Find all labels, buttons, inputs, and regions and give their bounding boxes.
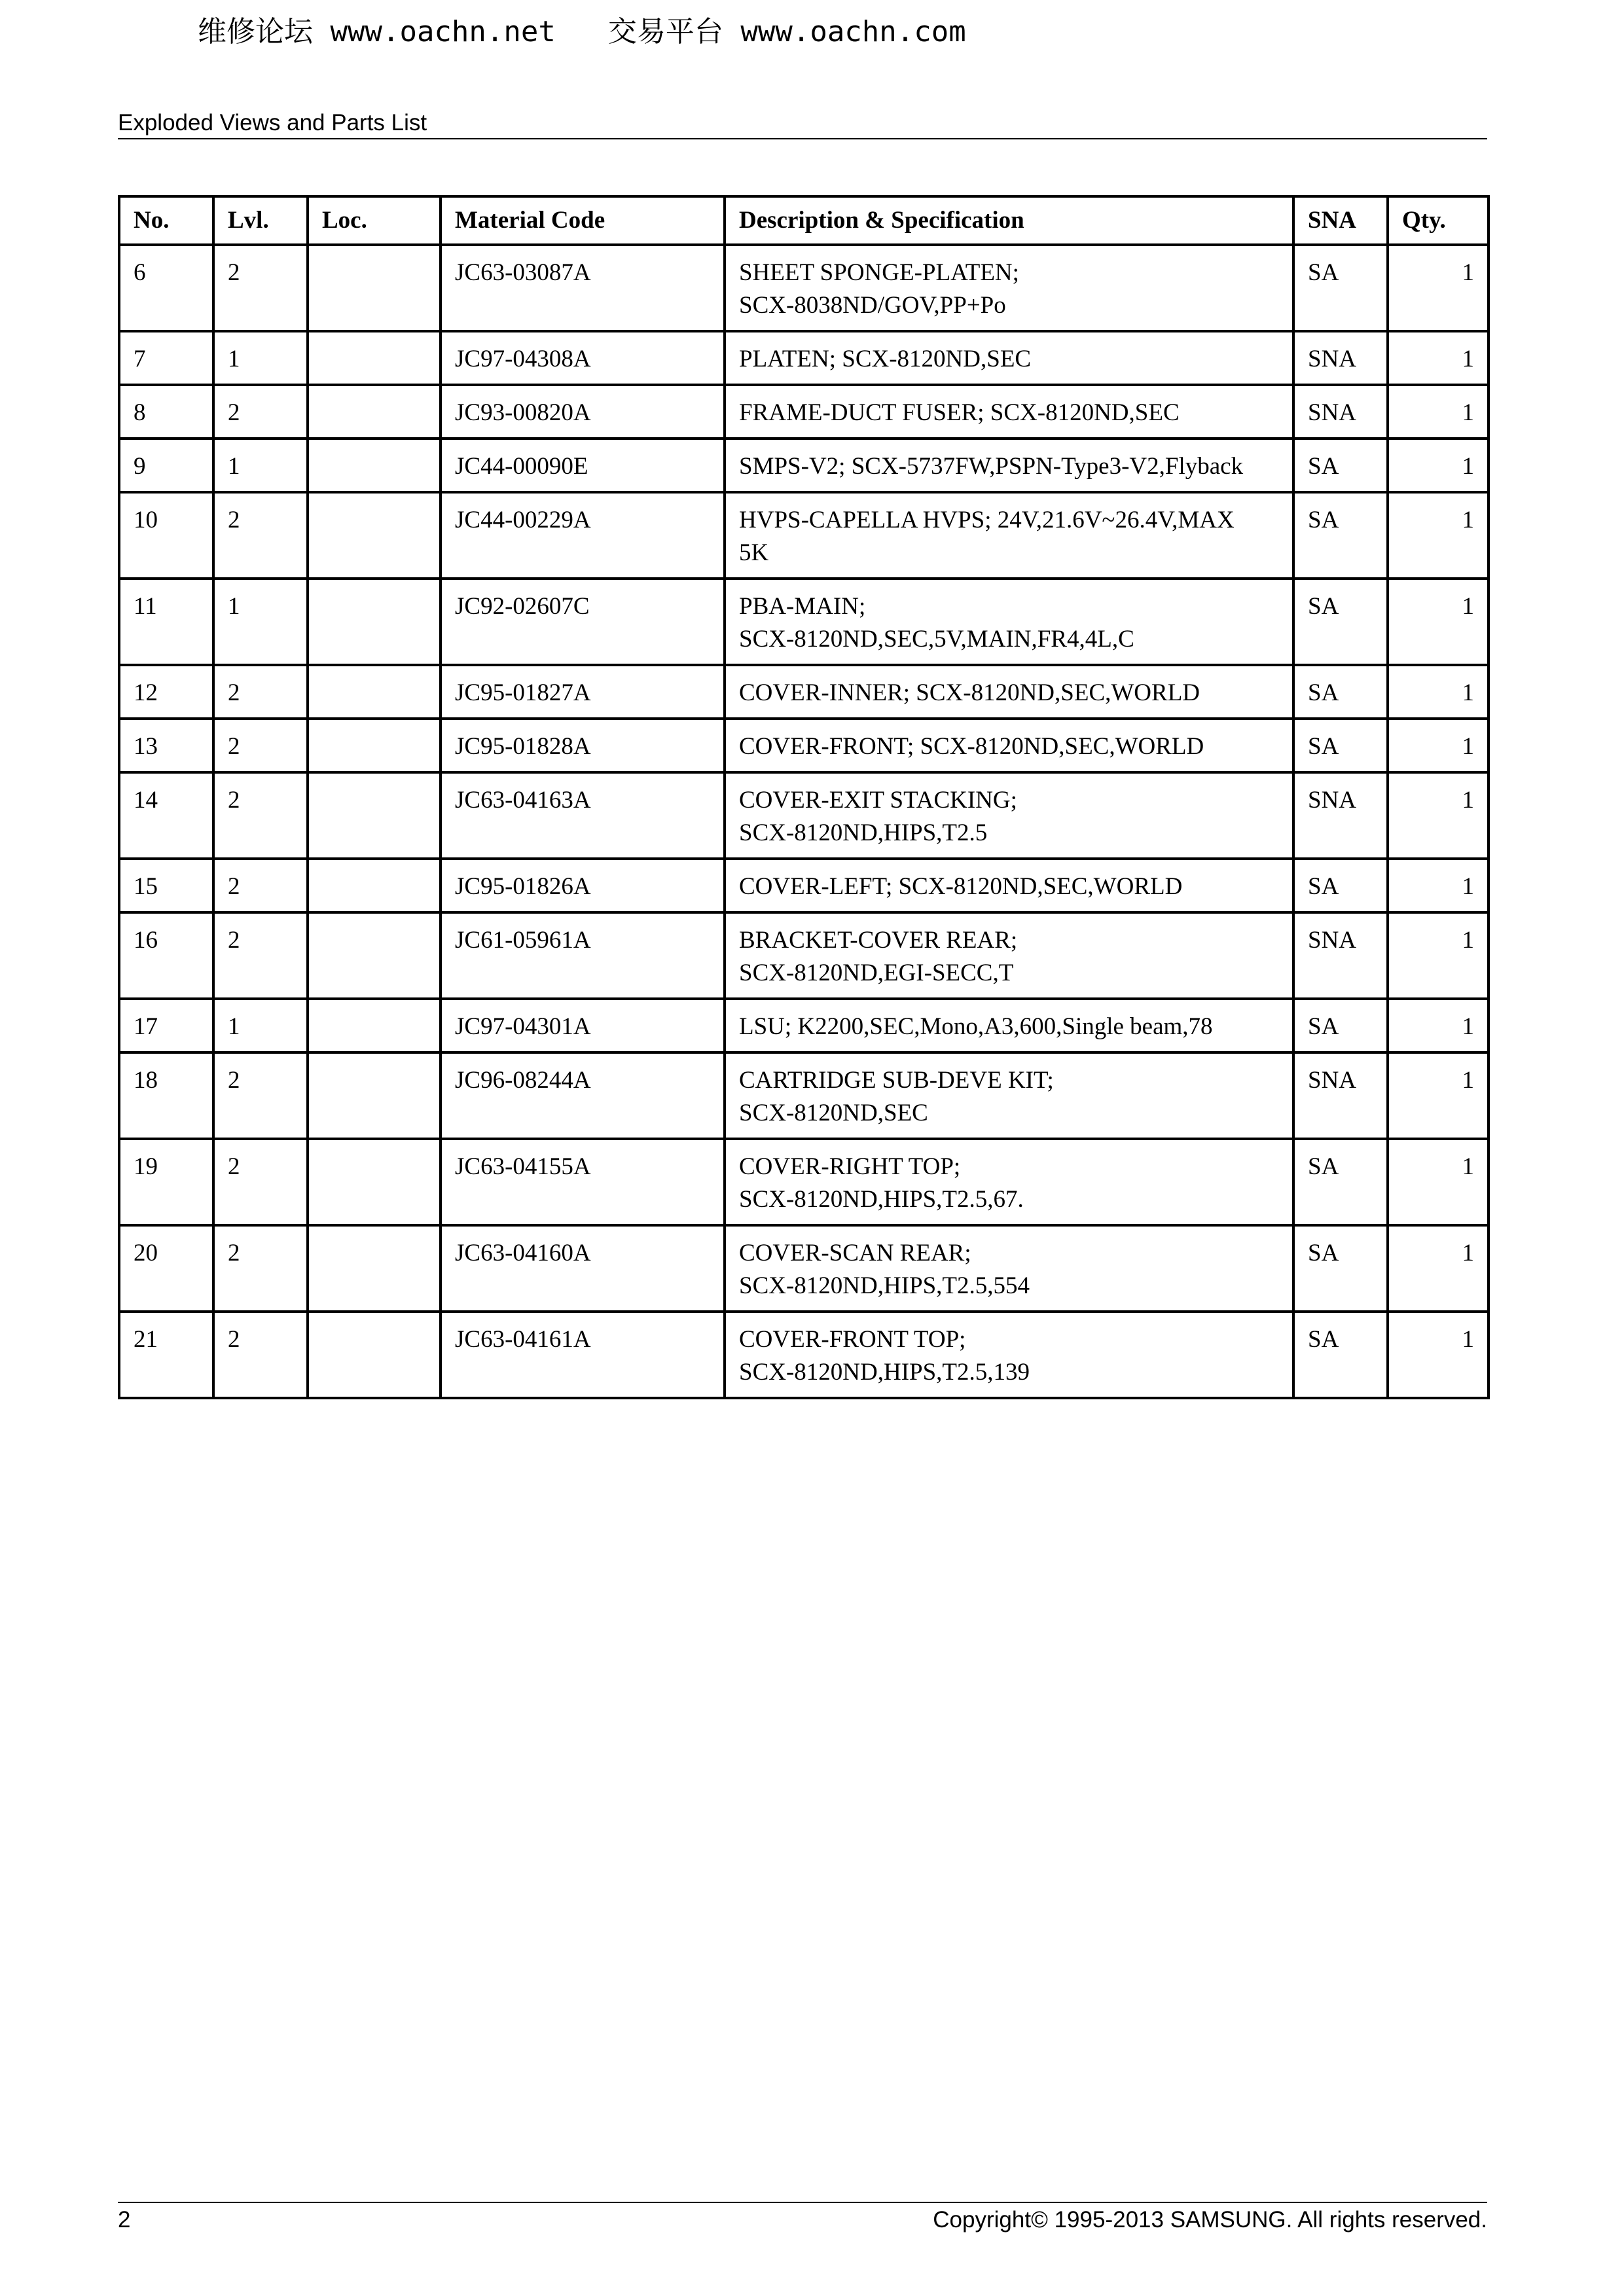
- cell-no: 12: [119, 665, 213, 719]
- cell-sna: SNA: [1293, 331, 1388, 385]
- cell-material-code: JC44-00229A: [441, 492, 725, 579]
- column-header-loc: Loc.: [308, 196, 441, 245]
- cell-qty: 1: [1388, 859, 1489, 912]
- cell-loc: [308, 859, 441, 912]
- cell-qty: 1: [1388, 1139, 1489, 1225]
- table-row: [119, 1225, 1489, 1312]
- cell-loc: [308, 772, 441, 859]
- table-row: [119, 492, 1489, 579]
- cell-lvl: 2: [213, 1052, 308, 1139]
- cell-sna: SA: [1293, 1139, 1388, 1225]
- cell-no: 16: [119, 912, 213, 999]
- table-row: [119, 385, 1489, 439]
- header-divider: [118, 138, 1487, 139]
- cell-description: BRACKET-COVER REAR; SCX-8120ND,EGI-SECC,T: [725, 912, 1293, 999]
- watermark-left: 维修论坛 www.oachn.net: [198, 15, 556, 48]
- table-row: [119, 1139, 1489, 1225]
- cell-no: 7: [119, 331, 213, 385]
- table-row: [119, 1052, 1489, 1139]
- cell-lvl: 2: [213, 665, 308, 719]
- cell-loc: [308, 1225, 441, 1312]
- cell-material-code: JC97-04308A: [441, 331, 725, 385]
- cell-material-code: JC92-02607C: [441, 579, 725, 665]
- cell-no: 6: [119, 245, 213, 331]
- cell-loc: [308, 385, 441, 439]
- cell-sna: SA: [1293, 1312, 1388, 1398]
- cell-no: 10: [119, 492, 213, 579]
- cell-material-code: JC63-04161A: [441, 1312, 725, 1398]
- table-row: [119, 719, 1489, 772]
- cell-sna: SA: [1293, 859, 1388, 912]
- cell-loc: [308, 579, 441, 665]
- table-row: [119, 1312, 1489, 1398]
- cell-no: 17: [119, 999, 213, 1052]
- cell-sna: SNA: [1293, 385, 1388, 439]
- cell-material-code: JC44-00090E: [441, 439, 725, 492]
- cell-material-code: JC61-05961A: [441, 912, 725, 999]
- cell-qty: 1: [1388, 999, 1489, 1052]
- cell-sna: SA: [1293, 439, 1388, 492]
- cell-no: 18: [119, 1052, 213, 1139]
- cell-sna: SNA: [1293, 772, 1388, 859]
- cell-sna: SNA: [1293, 912, 1388, 999]
- column-header-sna: SNA: [1293, 196, 1388, 245]
- cell-lvl: 2: [213, 859, 308, 912]
- cell-lvl: 2: [213, 1225, 308, 1312]
- cell-description: CARTRIDGE SUB-DEVE KIT; SCX-8120ND,SEC: [725, 1052, 1293, 1139]
- cell-material-code: JC97-04301A: [441, 999, 725, 1052]
- cell-qty: 1: [1388, 245, 1489, 331]
- table-row: [119, 772, 1489, 859]
- section-title: Exploded Views and Parts List: [118, 110, 427, 135]
- cell-loc: [308, 912, 441, 999]
- cell-no: 11: [119, 579, 213, 665]
- watermark-right: 交易平台 www.oachn.com: [607, 15, 966, 48]
- cell-no: 21: [119, 1312, 213, 1398]
- cell-material-code: JC63-04155A: [441, 1139, 725, 1225]
- cell-loc: [308, 999, 441, 1052]
- cell-no: 8: [119, 385, 213, 439]
- cell-lvl: 1: [213, 579, 308, 665]
- cell-no: 13: [119, 719, 213, 772]
- cell-lvl: 2: [213, 1312, 308, 1398]
- cell-qty: 1: [1388, 912, 1489, 999]
- cell-no: 15: [119, 859, 213, 912]
- cell-description: COVER-LEFT; SCX-8120ND,SEC,WORLD: [725, 859, 1293, 912]
- cell-lvl: 2: [213, 492, 308, 579]
- cell-sna: SNA: [1293, 1052, 1388, 1139]
- cell-no: 14: [119, 772, 213, 859]
- copyright-notice: Copyright© 1995-2013 SAMSUNG. All rights reserved.: [933, 2207, 1487, 2233]
- cell-lvl: 2: [213, 1139, 308, 1225]
- cell-description: COVER-FRONT; SCX-8120ND,SEC,WORLD: [725, 719, 1293, 772]
- column-header-description: Description & Specification: [725, 196, 1293, 245]
- cell-loc: [308, 331, 441, 385]
- cell-qty: 1: [1388, 579, 1489, 665]
- column-header-material-code: Material Code: [441, 196, 725, 245]
- table-row: [119, 245, 1489, 331]
- cell-description: HVPS-CAPELLA HVPS; 24V,21.6V~26.4V,MAX 5K: [725, 492, 1293, 579]
- cell-qty: 1: [1388, 439, 1489, 492]
- cell-lvl: 1: [213, 999, 308, 1052]
- cell-no: 19: [119, 1139, 213, 1225]
- footer-divider: [118, 2202, 1487, 2203]
- cell-material-code: JC63-04163A: [441, 772, 725, 859]
- cell-material-code: JC63-04160A: [441, 1225, 725, 1312]
- cell-loc: [308, 665, 441, 719]
- cell-loc: [308, 439, 441, 492]
- cell-sna: SA: [1293, 999, 1388, 1052]
- cell-description: SHEET SPONGE-PLATEN; SCX-8038ND/GOV,PP+Po: [725, 245, 1293, 331]
- cell-loc: [308, 1052, 441, 1139]
- cell-lvl: 2: [213, 385, 308, 439]
- cell-qty: 1: [1388, 1225, 1489, 1312]
- cell-loc: [308, 492, 441, 579]
- table-row: [119, 439, 1489, 492]
- cell-description: COVER-FRONT TOP; SCX-8120ND,HIPS,T2.5,139: [725, 1312, 1293, 1398]
- cell-sna: SA: [1293, 719, 1388, 772]
- cell-lvl: 2: [213, 719, 308, 772]
- cell-lvl: 1: [213, 439, 308, 492]
- cell-description: COVER-SCAN REAR; SCX-8120ND,HIPS,T2.5,554: [725, 1225, 1293, 1312]
- cell-qty: 1: [1388, 719, 1489, 772]
- cell-qty: 1: [1388, 385, 1489, 439]
- page-number: 2: [118, 2207, 131, 2233]
- cell-qty: 1: [1388, 1312, 1489, 1398]
- cell-loc: [308, 245, 441, 331]
- cell-description: FRAME-DUCT FUSER; SCX-8120ND,SEC: [725, 385, 1293, 439]
- cell-sna: SA: [1293, 665, 1388, 719]
- column-header-lvl: Lvl.: [213, 196, 308, 245]
- cell-description: SMPS-V2; SCX-5737FW,PSPN-Type3-V2,Flyback: [725, 439, 1293, 492]
- cell-sna: SA: [1293, 245, 1388, 331]
- table-row: [119, 999, 1489, 1052]
- cell-sna: SA: [1293, 579, 1388, 665]
- cell-description: COVER-RIGHT TOP; SCX-8120ND,HIPS,T2.5,67.: [725, 1139, 1293, 1225]
- table-row: [119, 331, 1489, 385]
- parts-table-body: [119, 245, 1489, 1398]
- cell-description: COVER-EXIT STACKING; SCX-8120ND,HIPS,T2.5: [725, 772, 1293, 859]
- table-row: [119, 579, 1489, 665]
- cell-loc: [308, 719, 441, 772]
- cell-lvl: 2: [213, 245, 308, 331]
- watermark: [198, 9, 1049, 55]
- cell-no: 20: [119, 1225, 213, 1312]
- cell-loc: [308, 1312, 441, 1398]
- cell-description: PLATEN; SCX-8120ND,SEC: [725, 331, 1293, 385]
- table-row: [119, 665, 1489, 719]
- cell-qty: 1: [1388, 772, 1489, 859]
- cell-description: COVER-INNER; SCX-8120ND,SEC,WORLD: [725, 665, 1293, 719]
- table-header-row: [119, 196, 1489, 245]
- parts-table: [118, 195, 1490, 1399]
- cell-material-code: JC93-00820A: [441, 385, 725, 439]
- cell-description: LSU; K2200,SEC,Mono,A3,600,Single beam,78: [725, 999, 1293, 1052]
- table-row: [119, 912, 1489, 999]
- cell-material-code: JC95-01826A: [441, 859, 725, 912]
- cell-loc: [308, 1139, 441, 1225]
- cell-description: PBA-MAIN; SCX-8120ND,SEC,5V,MAIN,FR4,4L,C: [725, 579, 1293, 665]
- cell-material-code: JC96-08244A: [441, 1052, 725, 1139]
- column-header-no: No.: [119, 196, 213, 245]
- cell-lvl: 1: [213, 331, 308, 385]
- cell-material-code: JC95-01828A: [441, 719, 725, 772]
- cell-qty: 1: [1388, 1052, 1489, 1139]
- cell-qty: 1: [1388, 331, 1489, 385]
- cell-qty: 1: [1388, 492, 1489, 579]
- column-header-qty: Qty.: [1388, 196, 1489, 245]
- cell-lvl: 2: [213, 772, 308, 859]
- cell-qty: 1: [1388, 665, 1489, 719]
- cell-sna: SA: [1293, 1225, 1388, 1312]
- cell-no: 9: [119, 439, 213, 492]
- table-row: [119, 859, 1489, 912]
- cell-lvl: 2: [213, 912, 308, 999]
- cell-material-code: JC63-03087A: [441, 245, 725, 331]
- cell-material-code: JC95-01827A: [441, 665, 725, 719]
- cell-sna: SA: [1293, 492, 1388, 579]
